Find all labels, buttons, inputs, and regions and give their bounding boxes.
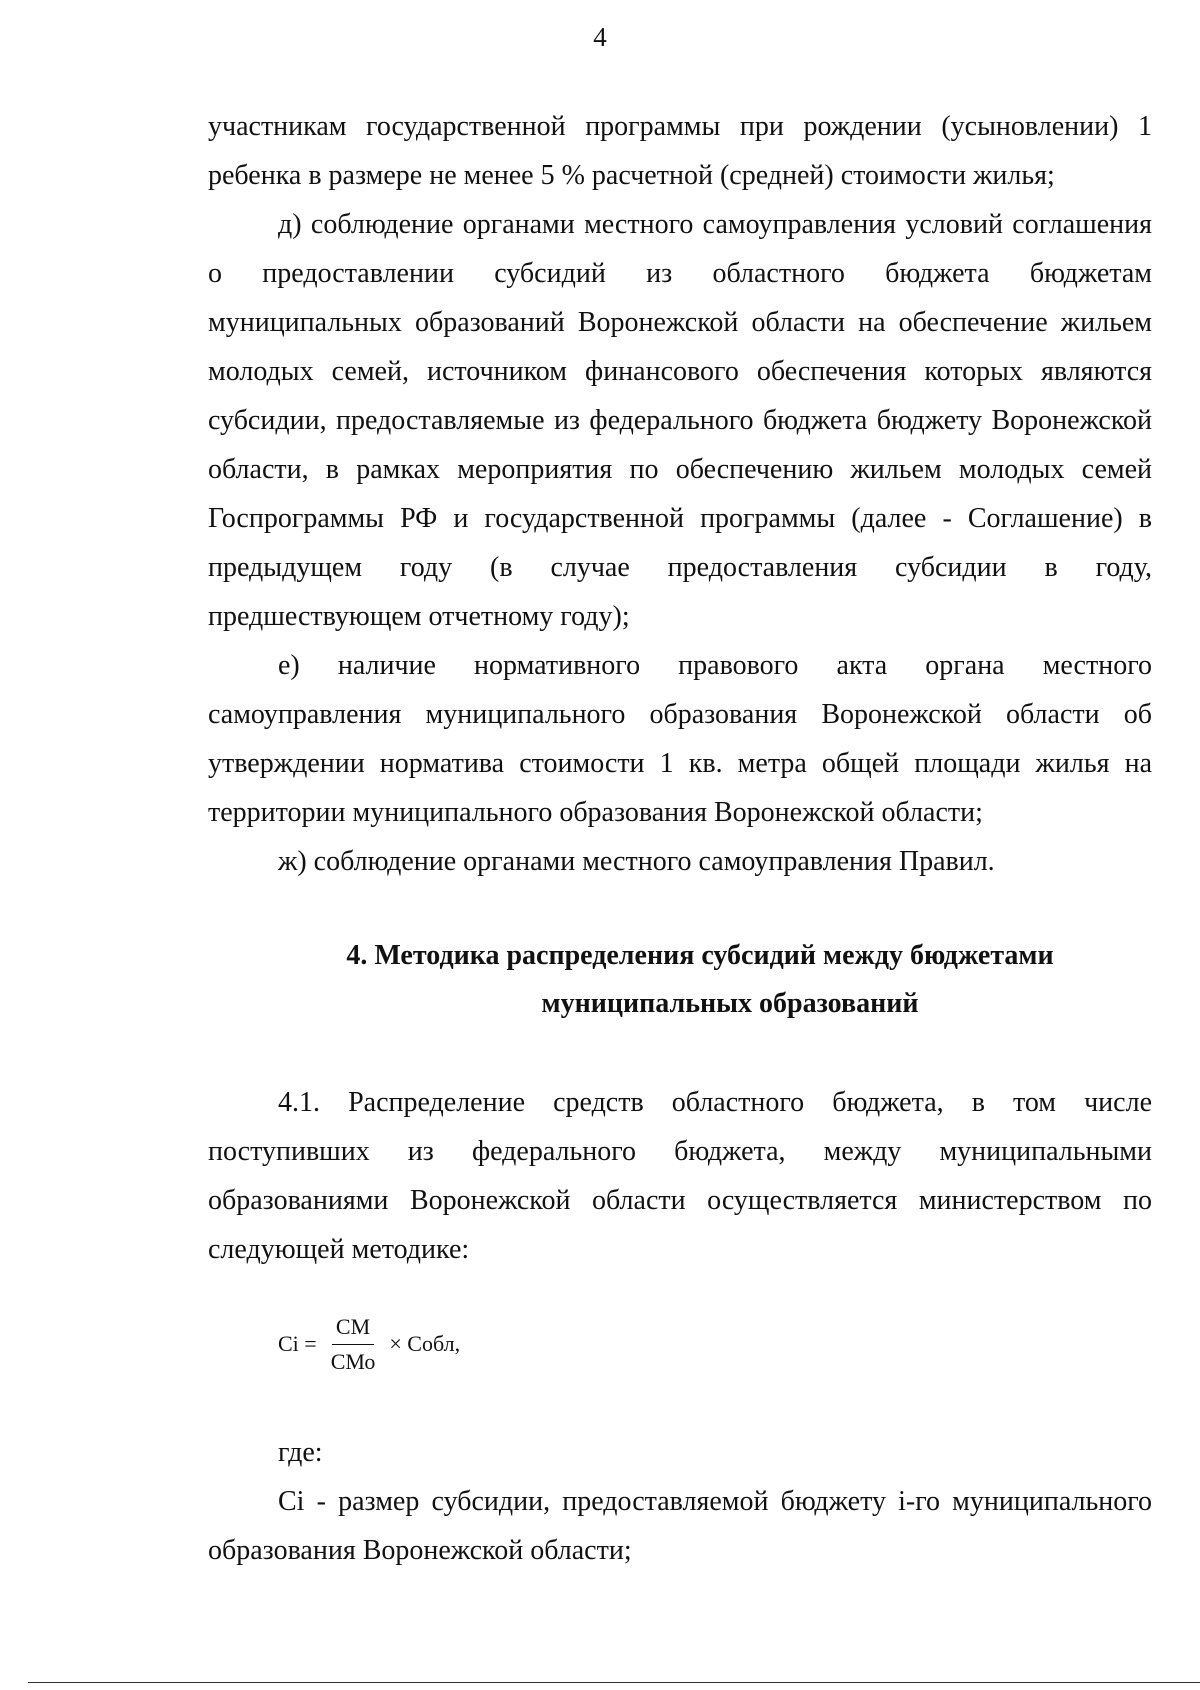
definition-ci: Ci - размер субсидии, предоставляемой бюджету i-го муниципального образования Воронежской области; bbox=[208, 1486, 1152, 1566]
paragraph-item-d: д) соблюдение органами местного самоуправления условий соглашения о предоставлении субсидий из областного бюджета бюджетам муниципальных образований Воронежской области на обеспечение жильем молодых семей, источником финансового обеспечения которых являются субсидии, предоставляемые из федерального бюджета бюджету Воронежской области, в рамках мероприятия по обеспечению жильем молодых семей Госпрограммы РФ и государственной программы (далее - Соглашение) в предыдущем году (в случае предоставления субсидии в году, предшествующем отчетному году); bbox=[208, 209, 1152, 632]
section-heading bbox=[208, 932, 1152, 1028]
section-heading-line-1: 4. Методика распределения субсидий между бюджетами bbox=[346, 940, 1054, 971]
formula-fraction bbox=[327, 1314, 380, 1375]
section-heading-line-2: муниципальных образований bbox=[541, 988, 919, 1019]
paragraph-continuation: участникам государственной программы при рождении (усыновлении) 1 ребенка в размере не менее 5 % расчетной (средней) стоимости жилья; bbox=[208, 111, 1152, 191]
document-body bbox=[208, 102, 1152, 1575]
spacer bbox=[208, 1394, 1152, 1428]
paragraph-item-e: е) наличие нормативного правового акта органа местного самоуправления муниципального образования Воронежской области об утверждении норматива стоимости 1 кв. метра общей площади жилья на территории муниципального образования Воронежской области; bbox=[208, 650, 1152, 828]
formula-numerator: СМ bbox=[332, 1314, 374, 1345]
paragraph-item-zh: ж) соблюдение органами местного самоуправления Правил. bbox=[278, 846, 995, 877]
formula-denominator: СМо bbox=[330, 1348, 376, 1374]
page-number: 4 bbox=[593, 22, 607, 52]
formula-rhs: × Собл, bbox=[389, 1331, 461, 1356]
distribution-formula bbox=[278, 1294, 1152, 1394]
where-label: где: bbox=[278, 1437, 323, 1468]
bottom-divider bbox=[28, 1682, 1200, 1683]
formula-lhs: Ci = bbox=[278, 1331, 317, 1356]
paragraph-4-1: 4.1. Распределение средств областного бюджета, в том числе поступивших из федерального бюджета, между муниципальными образованиями Воронежской области осуществляется министерством по следующей методике: bbox=[208, 1087, 1152, 1265]
